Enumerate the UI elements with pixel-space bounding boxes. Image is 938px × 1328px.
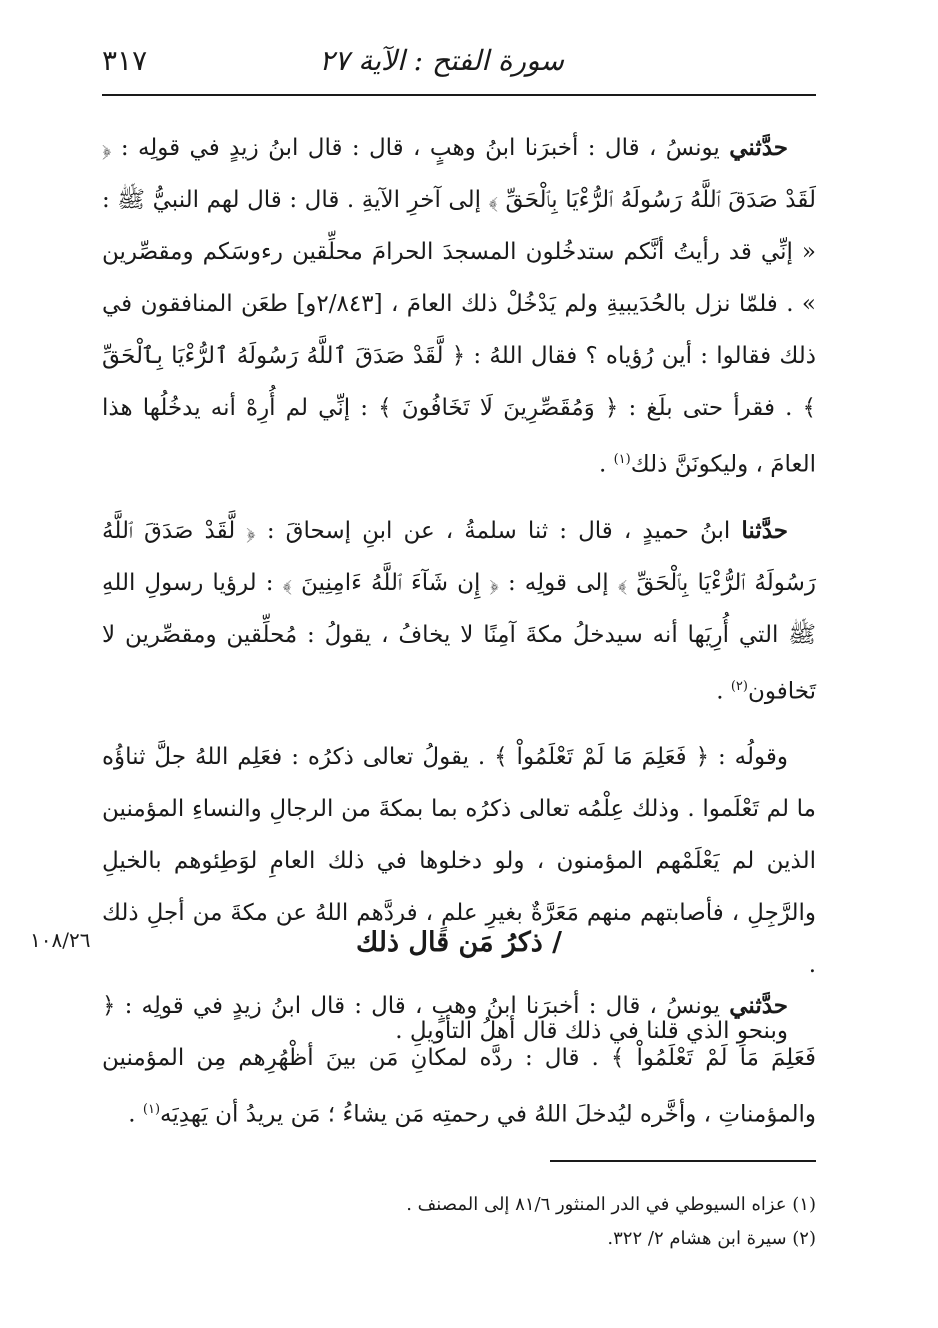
footnote-marker: (١) [142, 1102, 161, 1117]
footnote-1: (١) عزاه السيوطي في الدر المنثور ٨١/٦ إلى المصنف . [406, 1194, 816, 1215]
paragraph-5 [102, 980, 816, 1141]
paragraph-text: ابنُ حميدٍ ، قال : ثنا سلمةُ ، عن ابنِ إسحاقَ : ﴿ لَّقَدْ صَدَقَ ٱللَّهُ رَسُولَهُ ٱلرُّءْيَا بِٱلْحَقِّ ﴾ إلى قولِه : ﴿ إِن شَآءَ ٱللَّهُ ءَامِنِينَ ﴾ : لرؤيا رسولِ اللهِ ﷺ التي أُرِيَها أنه سيدخلُ مكةَ آمِنًا لا يخافُ ، يقولُ : مُحلِّقين ومقصِّرين لا تَخافون [102, 517, 816, 705]
running-title: سورة الفتح : الآية ٢٧ [319, 44, 564, 77]
paragraph-end: . [128, 1101, 143, 1128]
footnote-rule [550, 1160, 816, 1162]
margin-reference: ١٠٨/٢٦ [30, 928, 91, 952]
paragraph-text: وبنحوِ الذي قلنا في ذلك قال أهلُ التأويلِ . [395, 1018, 788, 1045]
paragraph-lead: حدَّثنا [741, 516, 788, 544]
page-header [102, 38, 816, 96]
paragraph-text: يونسُ ، قال : أخبرَنا ابنُ وهبٍ ، قال : قال ابنُ زيدٍ في قولِه : ﴿ فَعَلِمَ مَا لَمْ تَعْلَمُواْ ﴾ . قال : ردَّه لمكانِ مَن بينَ أظْهُرِهم مِن المؤمنين والمؤمناتِ ، وأخَّره ليُدخلَ اللهُ في رحمتِه مَن يشاءُ ؛ مَن يريدُ أن يَهدِيَه [102, 993, 816, 1128]
paragraph-text: وقولُه : ﴿ فَعَلِمَ مَا لَمْ تَعْلَمُواْ ﴾ . يقولُ تعالى ذكرُه : فعَلِم اللهُ جلَّ ثناؤُه ما لم تَعْلَموا . وذلك عِلْمُه تعالى ذكرُه بما بمكةَ من الرجالِ والنساءِ المؤمنين الذين لم يَعْلَمْهم المؤمنون ، ولو دخلوها في ذلك العامِ لوَطِئوهم بالخيلِ والرَّجِلِ ، فأصابتهم منهم مَعَرَّةٌ بغيرِ علمٍ ، فردَّهم اللهُ عن مكةَ من أجلِ ذلك . [102, 744, 816, 979]
paragraph-2 [102, 505, 816, 718]
paragraph-end: . [716, 678, 731, 705]
header-rule [102, 94, 816, 96]
paragraph-lead: حدَّثني [729, 134, 789, 161]
paragraph-1 [102, 122, 816, 491]
section-heading: / ذكرُ مَن قال ذلك [355, 927, 562, 958]
page-number: ٣١٧ [102, 44, 148, 77]
footnote-marker: (٢) [730, 678, 748, 694]
footnote-marker: (١) [613, 452, 631, 467]
paragraph-end: . [598, 451, 614, 478]
footnotes [102, 1188, 816, 1256]
footnote-2: (٢) سيرة ابن هشام ٢/ ٣٢٢. [607, 1228, 816, 1249]
paragraph-lead: حدَّثني [729, 992, 789, 1019]
paragraph-text: يونسُ ، قال : أخبرَنا ابنُ وهبٍ ، قال : قال ابنُ زيدٍ في قولِه : ﴿ لَقَدْ صَدَقَ ٱللَّهُ رَسُولَهُ ٱلرُّءْيَا بِٱلْحَقِّ ﴾ إلى آخرِ الآيةِ . قال : قال لهم النبيُّ ﷺ : « إنِّي قد رأيتُ أنَّكم ستدخُلون المسجدَ الحرامَ محلِّقين رءوسَكم ومقصِّرين » . فلمّا نزل بالحُدَيبيةِ ولم يَدْخُلْ ذلك العامَ ، [٢/٨٤٣و] طعَن المنافقون في ذلك فقالوا : أين رُؤياه ؟ فقال اللهُ : ﴿ لَّقَدْ صَدَقَ ٱللَّهُ رَسُولَهُ ٱلرُّءْيَا بِٱلْحَقِّ ﴾ . فقرأ حتى بلَغ : ﴿ وَمُقَصِّرِينَ لَا تَخَافُونَ ﴾ : إنِّي لم أُرِهْ أنه يدخُلُها هذا العامَ ، وليكونَنَّ ذلك [102, 135, 816, 478]
main-text-continued [102, 980, 816, 1141]
